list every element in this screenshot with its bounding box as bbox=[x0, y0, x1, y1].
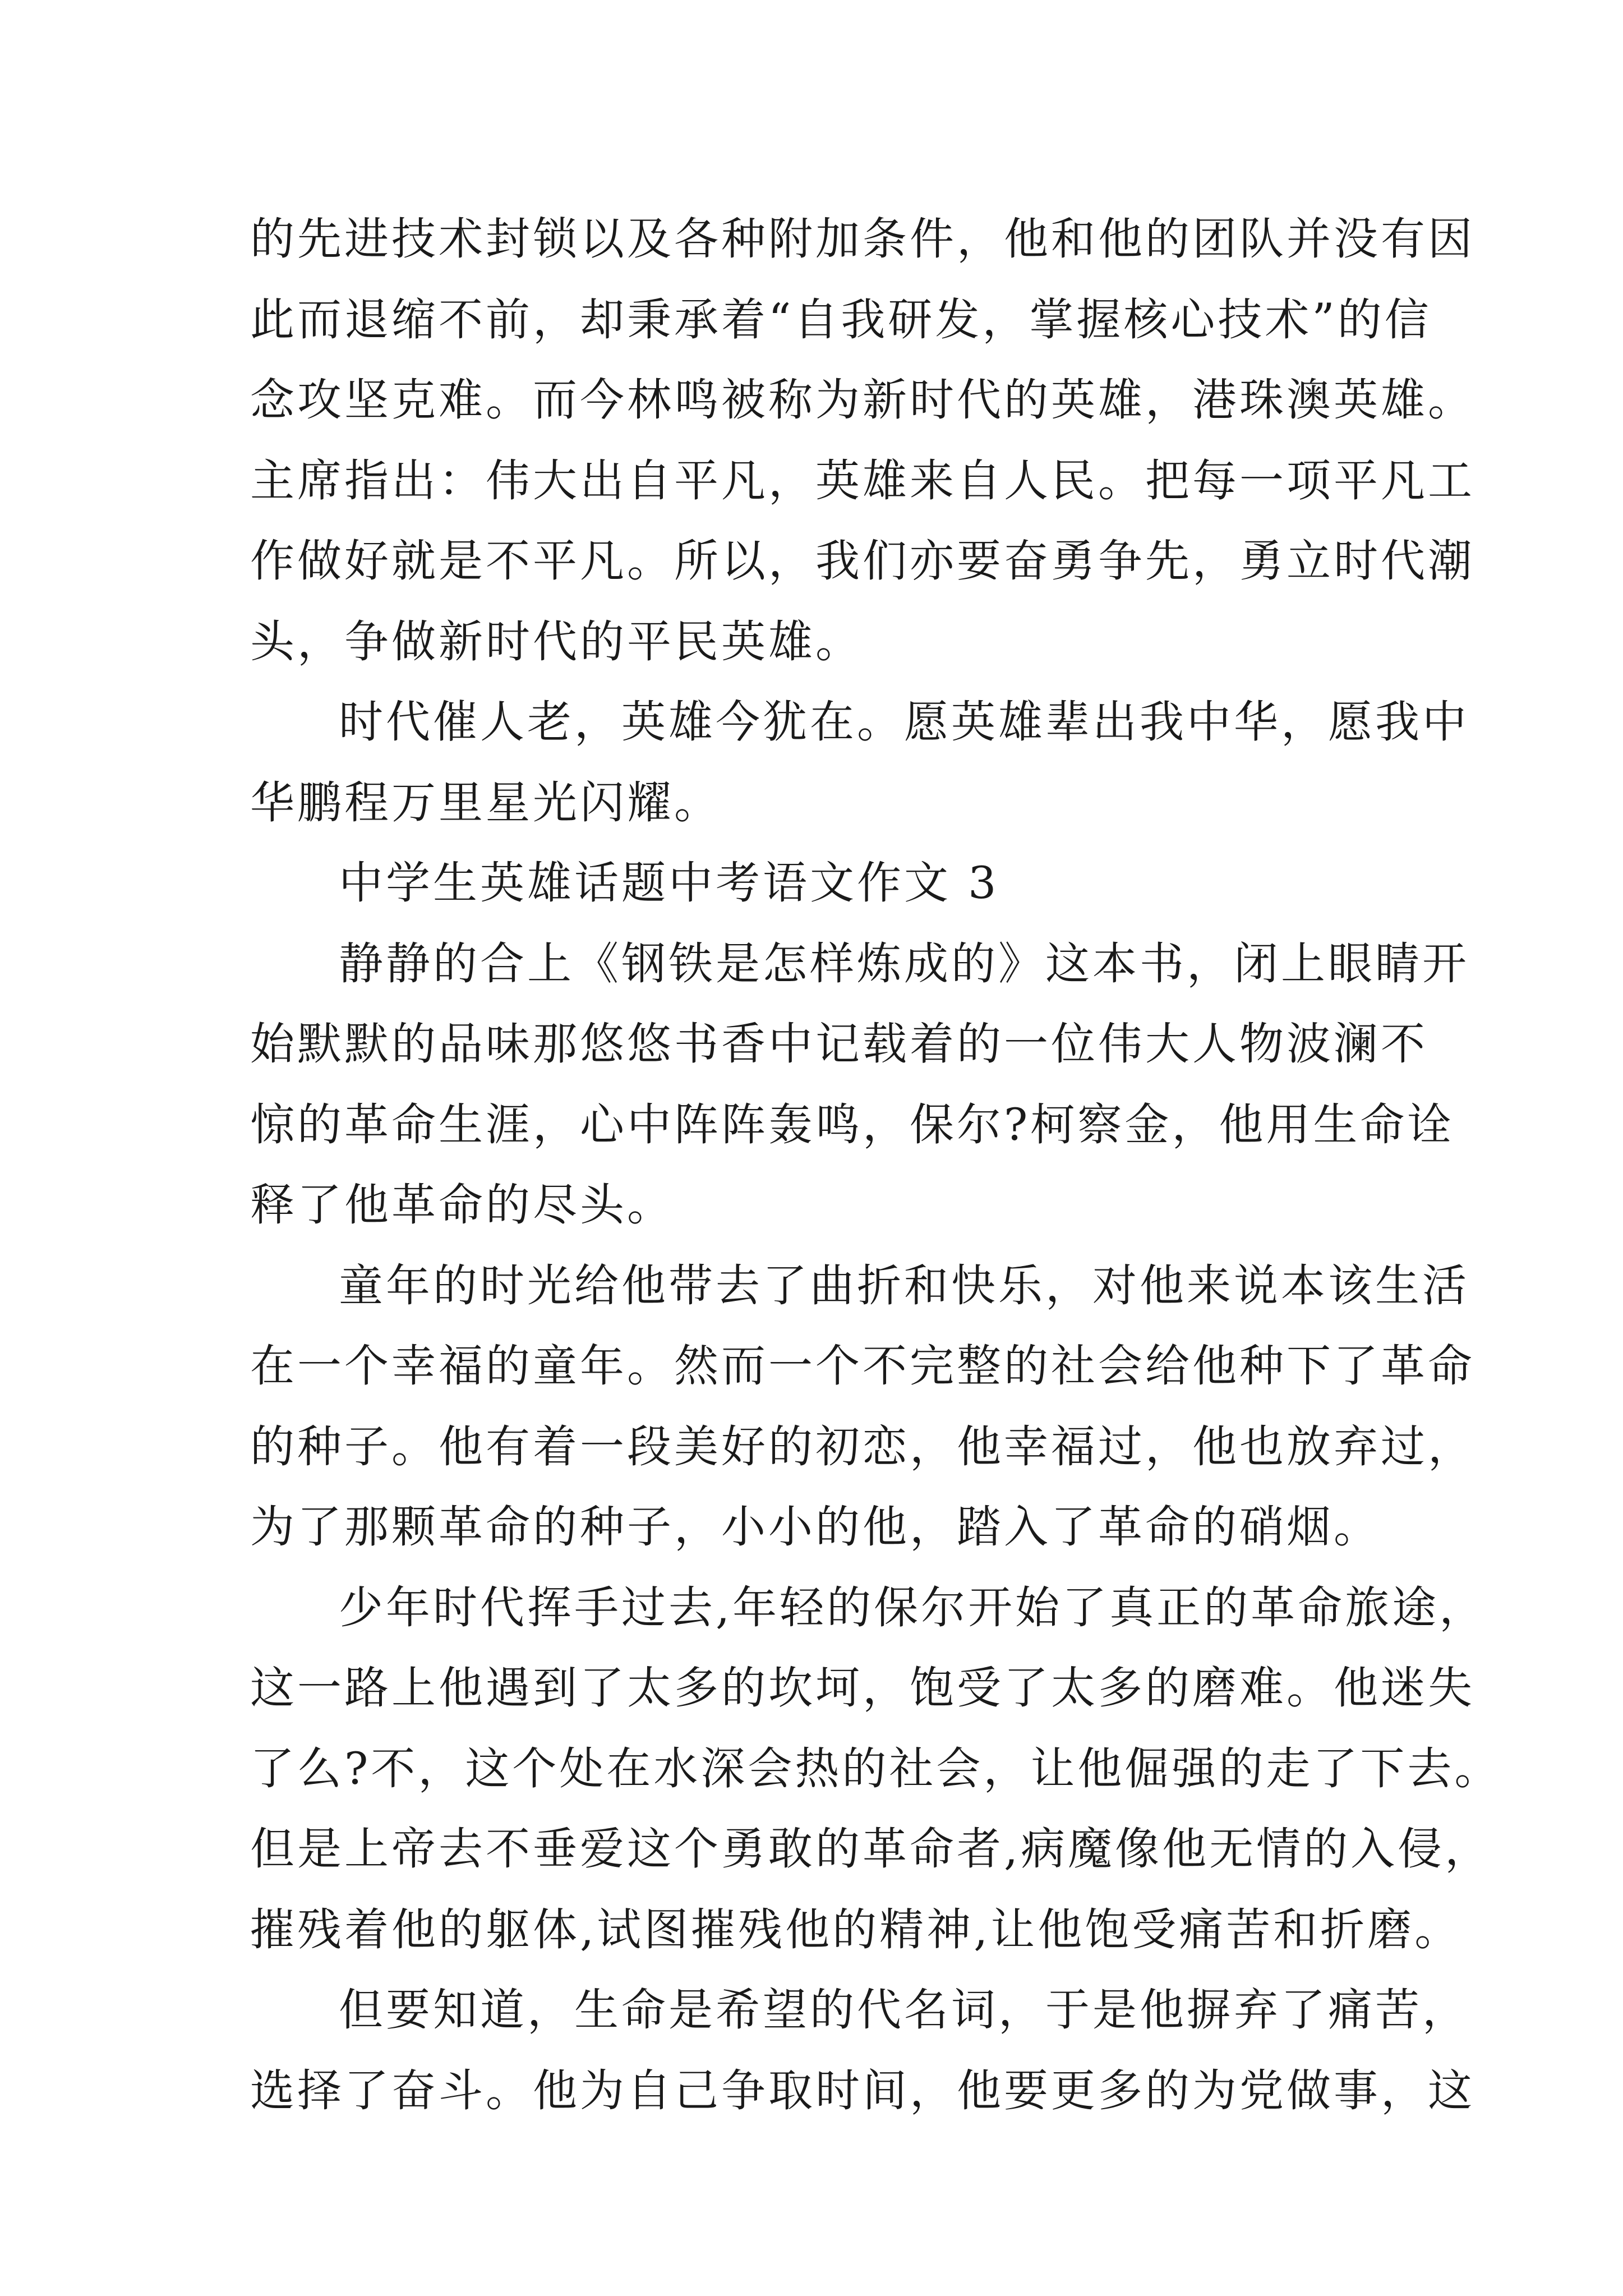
text-line: 童年的时光给他带去了曲折和快乐，对他来说本该生活 bbox=[339, 1259, 1469, 1312]
text-line: 念攻坚克难。而今林鸣被称为新时代的英雄，港珠澳英雄。 bbox=[250, 374, 1475, 426]
text-line: 为了那颗革命的种子，小小的他，踏入了革命的硝烟。 bbox=[250, 1501, 1381, 1553]
text-line: 在一个幸福的童年。然而一个不完整的社会给他种下了革命 bbox=[250, 1340, 1475, 1392]
text-line: 但要知道，生命是希望的代名词，于是他摒弃了痛苦， bbox=[339, 1984, 1469, 2036]
text-line: 作做好就是不平凡。所以，我们亦要奋勇争先，勇立时代潮 bbox=[250, 535, 1475, 587]
text-line: 了么?不，这个处在水深会热的社会，让他倔强的走了下去。 bbox=[250, 1742, 1502, 1795]
text-line: 静静的合上《钢铁是怎样炼成的》这本书，闭上眼睛开 bbox=[339, 937, 1469, 990]
text-line: 少年时代挥手过去,年轻的保尔开始了真正的革命旅途， bbox=[339, 1581, 1487, 1634]
section-heading: 中学生英雄话题中考语文作文 3 bbox=[339, 857, 999, 909]
text-line: 华鹏程万里星光闪耀。 bbox=[250, 776, 721, 829]
text-line: 这一路上他遇到了太多的坎坷，饱受了太多的磨难。他迷失 bbox=[250, 1662, 1475, 1714]
text-line: 选择了奋斗。他为自己争取时间，他要更多的为党做事，这 bbox=[250, 2064, 1475, 2116]
text-line: 此而退缩不前，却秉承着“自我研发，掌握核心技术”的信 bbox=[250, 293, 1432, 346]
text-line: 主席指出：伟大出自平凡，英雄来自人民。把每一项平凡工 bbox=[250, 454, 1475, 507]
text-line: 摧残着他的躯体,试图摧残他的精神,让他饱受痛苦和折磨。 bbox=[250, 1903, 1462, 1955]
text-line: 释了他革命的尽头。 bbox=[250, 1179, 674, 1231]
text-line: 惊的革命生涯，心中阵阵轰鸣，保尔?柯察金，他用生命诠 bbox=[250, 1098, 1455, 1151]
text-line: 的种子。他有着一段美好的初恋，他幸福过，他也放弃过， bbox=[250, 1420, 1475, 1473]
essay-body bbox=[250, 199, 1502, 2131]
text-line: 的先进技术封锁以及各种附加条件，他和他的团队并没有因 bbox=[250, 213, 1475, 265]
text-line: 时代催人老，英雄今犹在。愿英雄辈出我中华，愿我中 bbox=[339, 696, 1469, 748]
text-line: 始默默的品味那悠悠书香中记载着的一位伟大人物波澜不 bbox=[250, 1018, 1428, 1070]
text-line: 但是上帝去不垂爱这个勇敢的革命者,病魔像他无情的入侵， bbox=[250, 1823, 1492, 1875]
text-line: 头，争做新时代的平民英雄。 bbox=[250, 615, 863, 668]
